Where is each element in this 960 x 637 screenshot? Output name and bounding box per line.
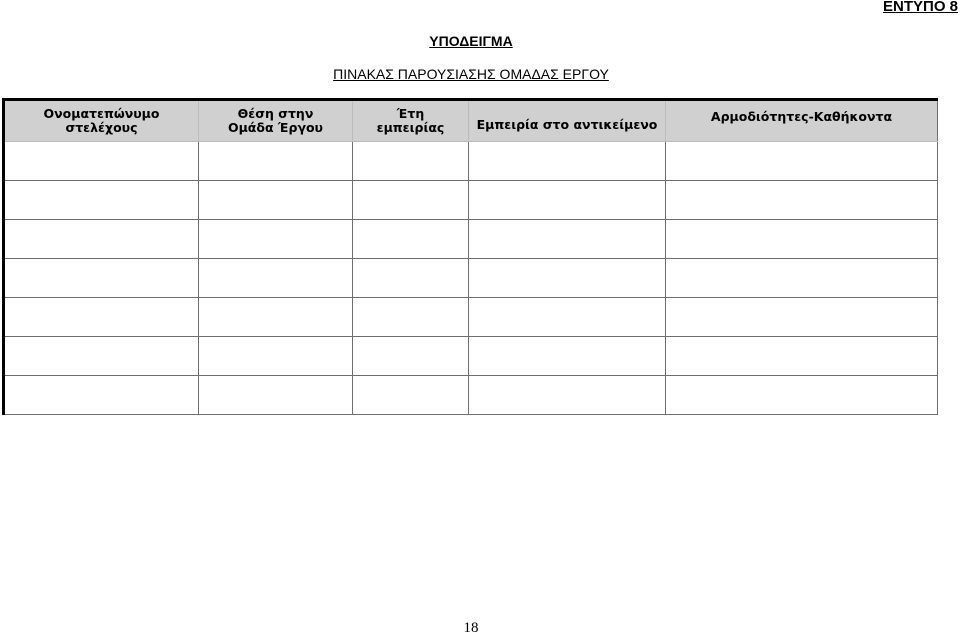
table-cell[interactable] — [199, 376, 353, 415]
table-cell[interactable] — [666, 298, 938, 337]
column-header-name: Ονοματεπώνυμο στελέχους — [4, 100, 199, 142]
table-cell[interactable] — [353, 376, 469, 415]
table-cell[interactable] — [4, 220, 199, 259]
table-title: ΠΙΝΑΚΑΣ ΠΑΡΟΥΣΙΑΣΗΣ ΟΜΑΔΑΣ ΕΡΓΟΥ — [333, 66, 609, 82]
table-cell[interactable] — [469, 220, 666, 259]
table-cell[interactable] — [4, 337, 199, 376]
table-cell[interactable] — [199, 142, 353, 181]
table-cell[interactable] — [4, 376, 199, 415]
table-row — [4, 181, 938, 220]
table-row — [4, 376, 938, 415]
table-row — [4, 220, 938, 259]
table-cell[interactable] — [199, 220, 353, 259]
table-cell[interactable] — [469, 337, 666, 376]
table-cell[interactable] — [469, 181, 666, 220]
column-header-experience: Εμπειρία στο αντικείμενο — [469, 100, 666, 142]
table-cell[interactable] — [4, 142, 199, 181]
table-row — [4, 337, 938, 376]
table-cell[interactable] — [469, 298, 666, 337]
column-header-position: Θέση στην Ομάδα Έργου — [199, 100, 353, 142]
table-cell[interactable] — [666, 376, 938, 415]
table-cell[interactable] — [199, 298, 353, 337]
table-cell[interactable] — [353, 220, 469, 259]
table-cell[interactable] — [353, 181, 469, 220]
table-cell[interactable] — [4, 259, 199, 298]
table-cell[interactable] — [199, 259, 353, 298]
table-cell[interactable] — [666, 259, 938, 298]
sample-label: ΥΠΟΔΕΙΓΜΑ — [429, 33, 513, 49]
table-header-row — [4, 100, 938, 142]
table-row — [4, 298, 938, 337]
table-cell[interactable] — [353, 337, 469, 376]
table-cell[interactable] — [469, 142, 666, 181]
table-cell[interactable] — [469, 376, 666, 415]
page-number: 18 — [463, 620, 479, 636]
table-cell[interactable] — [4, 181, 199, 220]
table-cell[interactable] — [666, 337, 938, 376]
table-cell[interactable] — [199, 337, 353, 376]
column-header-years: Έτη εμπειρίας — [353, 100, 469, 142]
table-row — [4, 142, 938, 181]
form-id: ΕΝΤΥΠΟ 8 — [882, 0, 958, 15]
column-header-duties: Αρμοδιότητες-Καθήκοντα — [666, 100, 938, 142]
team-table — [2, 98, 938, 415]
table-cell[interactable] — [353, 142, 469, 181]
table-cell[interactable] — [469, 259, 666, 298]
table-cell[interactable] — [666, 220, 938, 259]
table-cell[interactable] — [199, 181, 353, 220]
table-cell[interactable] — [4, 298, 199, 337]
table-body — [4, 142, 938, 415]
table-cell[interactable] — [666, 181, 938, 220]
table-cell[interactable] — [353, 298, 469, 337]
table-row — [4, 259, 938, 298]
table-cell[interactable] — [353, 259, 469, 298]
table-cell[interactable] — [666, 142, 938, 181]
